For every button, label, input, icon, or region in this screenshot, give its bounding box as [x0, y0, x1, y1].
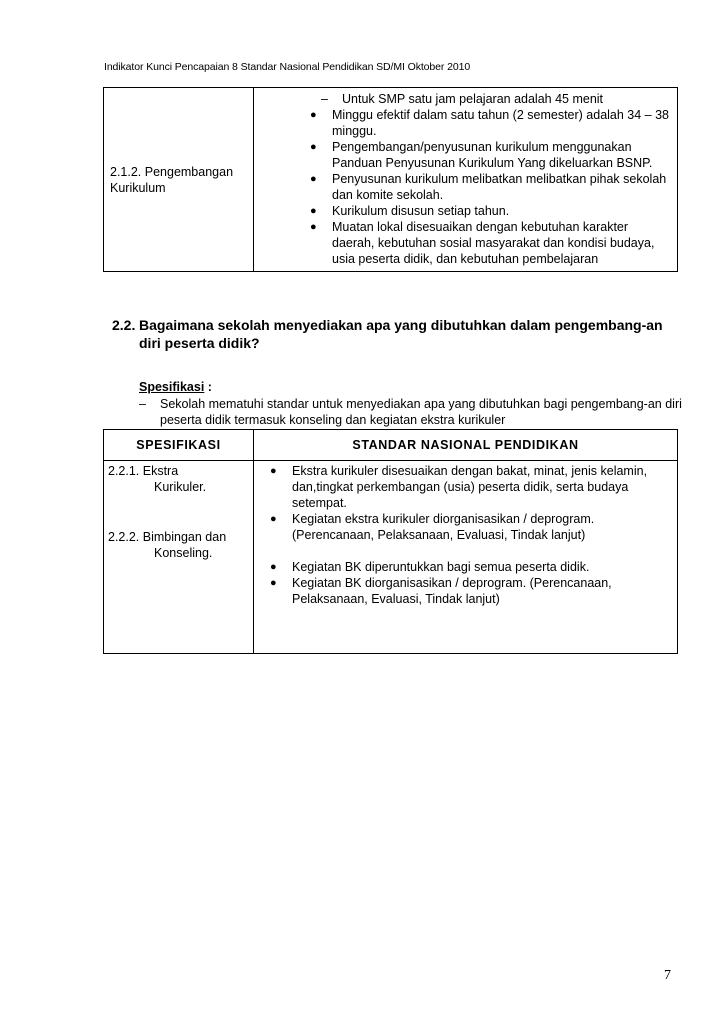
table1-label-line1: 2.1.2. Pengembangan — [110, 164, 234, 179]
page-number: 7 — [664, 968, 671, 983]
table1-right-cell — [254, 88, 678, 272]
bullet-icon: ● — [270, 561, 277, 573]
list-item: ● Kegiatan BK diperuntukkan bagi semua peserta didik. — [270, 560, 590, 574]
table1-left-cell — [104, 88, 254, 272]
table2-right-cell — [254, 461, 678, 654]
list-item: ● Penyusunan kurikulum melibatkan melibatkan pihak sekolah dan komite sekolah. — [310, 172, 667, 202]
list-item: ● Ekstra kurikuler disesuaikan dengan bakat, minat, jenis kelamin, dan,tingkat perkembangan (usia) peserta didik, serta budaya setempat. — [270, 464, 648, 510]
spec-item: – Sekolah mematuhi standar untuk menyediakan apa yang dibutuhkan bagi pengembang-an diri peserta didik termasuk konseling dan kegiatan ekstra kurikuler — [139, 397, 682, 427]
table-kurikulum — [103, 87, 678, 272]
list-item: ● Minggu efektif dalam satu tahun (2 semester) adalah 34 – 38 minggu. — [310, 108, 670, 138]
list-item: – Untuk SMP satu jam pelajaran adalah 45 menit — [321, 92, 604, 106]
bullet-icon: ● — [310, 205, 317, 217]
group-ekstra — [262, 463, 671, 543]
table2-left-cell — [104, 461, 254, 654]
list-item: ● Kegiatan ekstra kurikuler diorganisasikan / deprogram. (Perencanaan, Pelaksanaan, Evaluasi, Tindak lanjut) — [270, 512, 595, 542]
list-item: ● Kurikulum disusun setiap tahun. — [310, 204, 510, 218]
bullet-icon: ● — [270, 465, 277, 477]
dash-icon: – — [139, 397, 146, 411]
section-heading — [112, 316, 672, 352]
page-header: Indikator Kunci Pencapaian 8 Standar Nasional Pendidikan SD/MI Oktober 2010 — [104, 61, 471, 73]
row-label-ekstra: 2.2.1. Ekstra Kurikuler. — [108, 464, 207, 494]
section-question: Bagaimana sekolah menyediakan apa yang dibutuhkan dalam pengembang-an diri peserta didik? — [139, 317, 663, 351]
header-spesifikasi: SPESIFIKASI — [104, 430, 254, 461]
section-number: 2.2. — [112, 317, 136, 333]
bullet-icon: ● — [310, 109, 317, 121]
table1-label-line2: Kurikulum — [110, 180, 166, 195]
bullet-icon: ● — [270, 513, 277, 525]
group-bimbingan — [262, 559, 671, 607]
list-item: ● Muatan lokal disesuaikan dengan kebutuhan karakter daerah, kebutuhan sosial masyarakat dan kondisi budaya, usia peserta didik, dan kebutuhan pembelajaran — [310, 220, 655, 266]
list-item: ● Kegiatan BK diorganisasikan / deprogram. (Perencanaan, Pelaksanaan, Evaluasi, Tindak lanjut) — [270, 576, 612, 606]
dash-icon: – — [321, 92, 328, 106]
list-item: ● Pengembangan/penyusunan kurikulum menggunakan Panduan Penyusunan Kurikulum Yang dikeluarkan BSNP. — [310, 140, 653, 170]
bullet-icon: ● — [270, 577, 277, 589]
table-standar — [103, 429, 678, 654]
bullet-icon: ● — [310, 141, 317, 153]
row-label-bimbingan: 2.2.2. Bimbingan dan Konseling. — [108, 530, 227, 560]
bullet-icon: ● — [310, 221, 317, 233]
bullet-icon: ● — [310, 173, 317, 185]
header-standar: STANDAR NASIONAL PENDIDIKAN — [254, 430, 678, 461]
spec-label: Spesifikasi : — [139, 380, 212, 394]
